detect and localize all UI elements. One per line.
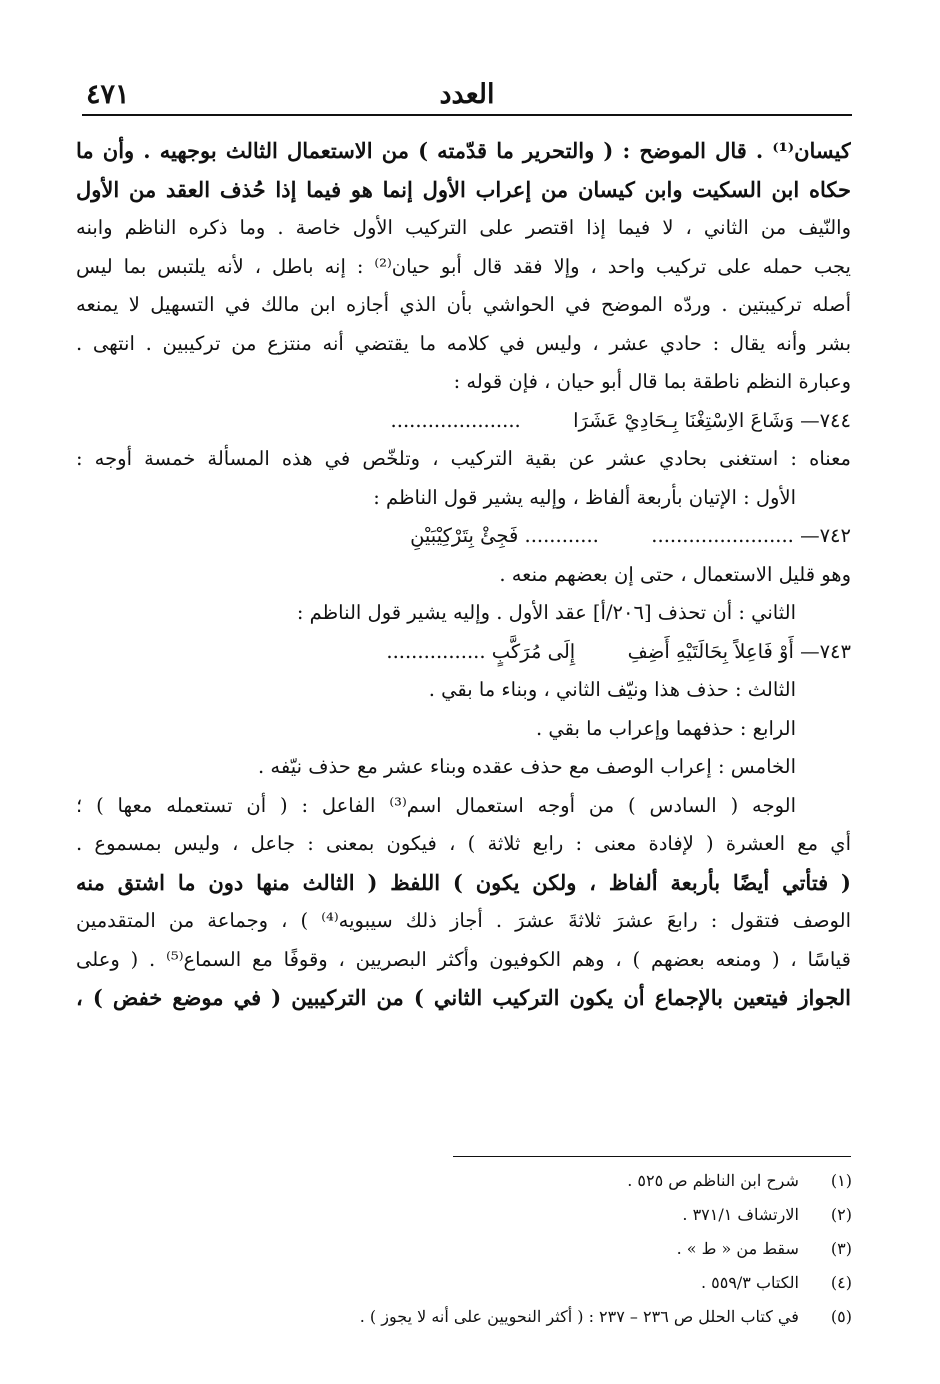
text-line: وهو قليل الاستعمال ، حتى إن بعضهم منعه . <box>499 562 851 586</box>
page-header <box>82 78 852 112</box>
footnotes <box>82 1164 852 1334</box>
footnote-number: (٤) <box>830 1273 852 1292</box>
main-text <box>76 132 851 1018</box>
footnote-text: الكتاب ٥٥٩/٣ . <box>700 1273 799 1292</box>
verse-number: ٧٤٤— <box>800 408 851 432</box>
verse-742 <box>76 517 851 556</box>
footnote-text: في كتاب الحلل ص ٢٣٦ – ٢٣٧ : ( أكثر النحويين على أنه لا يجوز ) . <box>359 1307 799 1326</box>
text-line: الوجه ( السادس ) من أوجه استعمال اسم⁽³⁾ الفاعل : ( أن تستعمله معها ) ؛ <box>76 793 796 817</box>
text-line: يجب حمله على تركيب واحد ، وإلا فقد قال أبو حيان⁽²⁾ : إنه باطل ، لأنه يلتبس بما ليس <box>76 254 851 278</box>
verse-number: ٧٤٣— <box>800 639 851 663</box>
footnote-number: (٣) <box>830 1239 852 1258</box>
footnote <box>82 1300 852 1334</box>
text-line: الوصف فتقول : رابعَ عشرَ ثلاثةَ عشرَ . أجاز ذلك سيبويه⁽⁴⁾ ) ، وجماعة من المتقدمين <box>76 909 851 932</box>
footnote <box>82 1198 852 1232</box>
verse-text: وَشَاعَ الاِسْتِغْنَا بِـحَادِيْ عَشَرَا <box>573 408 794 432</box>
text-line: معناه : استغنى بحادي عشر عن بقية التركيب ، وتلخّص في هذه المسألة خمسة أوجه : <box>76 447 851 470</box>
footnote-rule <box>453 1156 851 1157</box>
text-line: الجواز فيتعين بالإجماع أن يكون التركيب الثاني ) من التركيبين ( في موضع خفض ) ، <box>76 985 851 1010</box>
running-title: العدد <box>439 79 495 110</box>
verse-number: ٧٤٢— <box>800 524 851 547</box>
verse-dots: ............ <box>524 524 599 547</box>
text-line: الأول : الإتيان بأربعة ألفاظ ، وإليه يشير قول الناظم : <box>373 485 796 509</box>
footnote <box>82 1266 852 1300</box>
footnote-number: (٢) <box>830 1205 852 1224</box>
footnote-text: شرح ابن الناظم ص ٥٢٥ . <box>627 1171 799 1190</box>
footnote-number: (١) <box>830 1171 852 1190</box>
text-line: حكاه ابن السكيت وابن كيسان من إعراب الأول إنما هو فيما إذا حُذف العقد من الأول <box>76 176 851 202</box>
verse-text: أَوْ فَاعِلاً بِحَالَتَيْهِ أَضِفِ <box>627 639 794 663</box>
text-line: كيسان⁽¹⁾ . قال الموضح : ( والتحرير ما قدّمته ) من الاستعمال الثالث بوجهيه . وأن ما <box>76 138 851 163</box>
footnote <box>82 1232 852 1266</box>
page-number: ٤٧١ <box>86 79 130 110</box>
text-line: الثالث : حذف هذا ونيّف الثاني ، وبناء ما بقي . <box>428 678 796 701</box>
verse-744 <box>76 402 851 441</box>
footnote-text: الارتشاف ٣٧١/١ . <box>682 1205 799 1224</box>
verse-743 <box>76 633 851 672</box>
text-line: الخامس : إعراب الوصف مع حذف عقده وبناء عشر مع حذف نيّفه . <box>258 755 796 778</box>
text-line: أي مع العشرة ( لإفادة معنى : رابع ثلاثة ) ، فيكون بمعنى : جاعل ، وليس بمسموع . <box>76 832 851 855</box>
verse-dots: ................ <box>386 639 486 663</box>
text-line: بشر وأنه يقال : حادي عشر ، وليس في كلامه ما يقتضي أنه منتزع من تركيبين . انتهى . <box>76 331 851 355</box>
text-line: ( فتأتي أيضًا بأربعة ألفاظ ، ولكن يكون ) اللفظ ( الثالث منها دون ما اشتق منه <box>76 869 851 895</box>
footnote <box>82 1164 852 1198</box>
text-line: قياسًا ، ( ومنعه بعضهم ) ، وهم الكوفيون وأكثر البصريين ، وقوفًا مع السماع⁽⁵⁾ . ( وعلى <box>76 947 851 971</box>
header-rule <box>82 114 852 116</box>
text-line: الرابع : حذفهما وإعراب ما بقي . <box>535 716 796 740</box>
text-line: الثاني : أن تحذف [٢٠٦/أ] عقد الأول . وإليه يشير قول الناظم : <box>296 601 796 624</box>
footnote-number: (٥) <box>830 1307 852 1326</box>
text-line: وعبارة النظم ناطقة بما قال أبو حيان ، فإن قوله : <box>453 370 851 393</box>
verse-text: إِلَى مُرَكَّبٍ <box>491 639 576 663</box>
text-line: والنّيف من الثاني ، لا فيما إذا اقتصر على التركيب الأول خاصة . وما ذكره الناظم وابنه <box>76 216 851 239</box>
verse-dots: ..................... <box>390 408 521 432</box>
text-line: أصله تركيبتين . وردّه الموضح في الحواشي بأن الذي أجازه ابن مالك في التسهيل لا يمنعه <box>76 293 851 316</box>
footnote-text: سقط من « ط » . <box>676 1239 799 1258</box>
verse-text: فَجِئْ بِتَرْكِيْبَيْنِ <box>410 524 519 547</box>
verse-dots: ....................... <box>651 524 794 547</box>
